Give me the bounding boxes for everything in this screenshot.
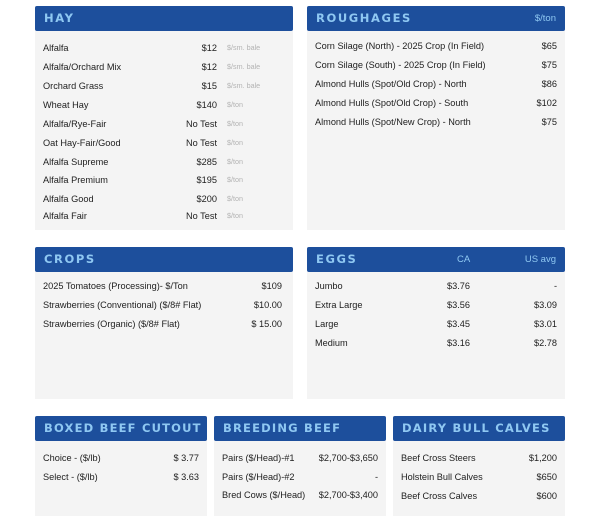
row-unit: $/ton	[227, 119, 243, 128]
row-price: No Test	[186, 211, 217, 221]
row-price: $75	[541, 117, 557, 127]
row-label: Alfalfa/Rye-Fair	[43, 119, 107, 129]
boxed-beef-header	[35, 416, 207, 441]
row-ca-price: $3.56	[447, 300, 470, 310]
row-unit: $/ton	[227, 194, 243, 203]
table-row	[393, 489, 565, 503]
row-label: Alfalfa/Orchard Mix	[43, 62, 122, 72]
row-us-price: $3.09	[534, 300, 557, 310]
row-label: Jumbo	[315, 281, 343, 291]
row-price: $600	[536, 491, 557, 501]
row-price: $15	[201, 81, 217, 91]
row-unit: $/sm. bale	[227, 62, 261, 71]
row-price: $195	[196, 175, 217, 185]
row-label: Pairs ($/Head)-#1	[222, 453, 295, 463]
row-price: $2,700-$3,400	[318, 490, 378, 500]
table-row	[307, 298, 565, 312]
table-row	[35, 470, 207, 484]
table-row	[35, 317, 293, 331]
roughages-header	[307, 6, 565, 31]
table-row	[35, 79, 293, 93]
row-price: $1,200	[528, 453, 557, 463]
table-row	[307, 77, 565, 91]
table-row	[307, 96, 565, 110]
table-row	[35, 173, 293, 187]
dairy-bull-title: DAIRY BULL CALVES	[402, 421, 551, 435]
row-price: $12	[201, 43, 217, 53]
eggs-panel	[307, 247, 565, 399]
breeding-beef-panel	[214, 416, 386, 516]
table-row	[35, 98, 293, 112]
row-us-price: $2.78	[534, 338, 557, 348]
row-ca-price: $3.16	[447, 338, 470, 348]
row-price: $65	[541, 41, 557, 51]
table-row	[35, 155, 293, 169]
row-unit: $/sm. bale	[227, 43, 261, 52]
table-row	[35, 451, 207, 465]
hay-panel	[35, 6, 293, 230]
boxed-beef-title: BOXED BEEF CUTOUT	[44, 421, 202, 435]
roughages-panel	[307, 6, 565, 230]
table-row	[35, 60, 293, 74]
table-row	[307, 317, 565, 331]
crops-panel	[35, 247, 293, 399]
row-label: 2025 Tomatoes (Processing)- $/Ton	[43, 281, 188, 291]
table-row	[35, 279, 293, 293]
row-price: $ 15.00	[251, 319, 282, 329]
row-ca-price: $3.76	[447, 281, 470, 291]
table-row	[35, 298, 293, 312]
row-label: Almond Hulls (Spot/Old Crop) - South	[315, 98, 469, 108]
row-price: $285	[196, 157, 217, 167]
row-label: Large	[315, 319, 339, 329]
row-price: $ 3.77	[173, 453, 199, 463]
row-label: Wheat Hay	[43, 100, 89, 110]
row-unit: $/sm. bale	[227, 81, 261, 90]
row-price: No Test	[186, 138, 217, 148]
row-ca-price: $3.45	[447, 319, 470, 329]
row-price: $10.00	[253, 300, 282, 310]
row-label: Pairs ($/Head)-#2	[222, 472, 295, 482]
row-price: $140	[196, 100, 217, 110]
breeding-beef-header	[214, 416, 386, 441]
eggs-title: EGGS	[316, 252, 358, 266]
table-row	[214, 488, 386, 502]
row-label: Almond Hulls (Spot/Old Crop) - North	[315, 79, 467, 89]
row-price: $75	[541, 60, 557, 70]
table-row	[307, 115, 565, 129]
eggs-col-us: US avg	[524, 254, 556, 265]
row-label: Strawberries (Conventional) ($/8# Flat)	[43, 300, 202, 310]
row-label: Extra Large	[315, 300, 363, 310]
row-price: -	[374, 472, 378, 482]
breeding-beef-title: BREEDING BEEF	[223, 421, 342, 435]
row-unit: $/ton	[227, 175, 243, 184]
row-price: $12	[201, 62, 217, 72]
row-price: $109	[261, 281, 282, 291]
row-price: $200	[196, 194, 217, 204]
eggs-col-ca: CA	[457, 254, 471, 265]
row-price: $86	[541, 79, 557, 89]
row-label: Corn Silage (South) - 2025 Crop (In Field)	[315, 60, 486, 70]
table-row	[35, 209, 293, 223]
table-row	[214, 470, 386, 484]
dairy-bull-header	[393, 416, 565, 441]
row-us-price: $3.01	[534, 319, 557, 329]
row-label: Corn Silage (North) - 2025 Crop (In Field)	[315, 41, 485, 51]
row-label: Alfalfa	[43, 43, 69, 53]
table-row	[393, 470, 565, 484]
crops-header	[35, 247, 293, 272]
row-label: Choice - ($/lb)	[43, 453, 101, 463]
row-label: Select - ($/lb)	[43, 472, 98, 482]
table-row	[307, 336, 565, 350]
table-row	[35, 117, 293, 131]
crops-title: CROPS	[44, 252, 96, 266]
row-price: $102	[536, 98, 557, 108]
table-row	[393, 451, 565, 465]
table-row	[307, 39, 565, 53]
row-label: Medium	[315, 338, 348, 348]
table-row	[35, 41, 293, 55]
table-row	[214, 451, 386, 465]
dairy-bull-panel	[393, 416, 565, 516]
row-price: No Test	[186, 119, 217, 129]
row-label: Alfalfa Premium	[43, 175, 108, 185]
row-unit: $/ton	[227, 138, 243, 147]
hay-header	[35, 6, 293, 31]
row-label: Almond Hulls (Spot/New Crop) - North	[315, 117, 471, 127]
roughages-unit: $/ton	[534, 13, 556, 24]
row-unit: $/ton	[227, 211, 243, 220]
hay-title: HAY	[44, 11, 75, 25]
row-us-price: -	[553, 281, 557, 291]
table-row	[35, 192, 293, 206]
row-label: Bred Cows ($/Head)	[222, 490, 306, 500]
table-row	[35, 136, 293, 150]
row-label: Oat Hay-Fair/Good	[43, 138, 121, 148]
eggs-header	[307, 247, 565, 272]
row-label: Beef Cross Steers	[401, 453, 476, 463]
roughages-title: ROUGHAGES	[316, 11, 412, 25]
row-label: Alfalfa Good	[43, 194, 94, 204]
row-price: $2,700-$3,650	[318, 453, 378, 463]
table-row	[307, 58, 565, 72]
row-unit: $/ton	[227, 157, 243, 166]
row-unit: $/ton	[227, 100, 243, 109]
boxed-beef-panel	[35, 416, 207, 516]
table-row	[307, 279, 565, 293]
row-label: Strawberries (Organic) ($/8# Flat)	[43, 319, 180, 329]
row-label: Alfalfa Fair	[43, 211, 87, 221]
row-label: Alfalfa Supreme	[43, 157, 109, 167]
row-label: Holstein Bull Calves	[401, 472, 483, 482]
row-label: Beef Cross Calves	[401, 491, 478, 501]
row-price: $ 3.63	[173, 472, 199, 482]
row-label: Orchard Grass	[43, 81, 104, 91]
row-price: $650	[536, 472, 557, 482]
